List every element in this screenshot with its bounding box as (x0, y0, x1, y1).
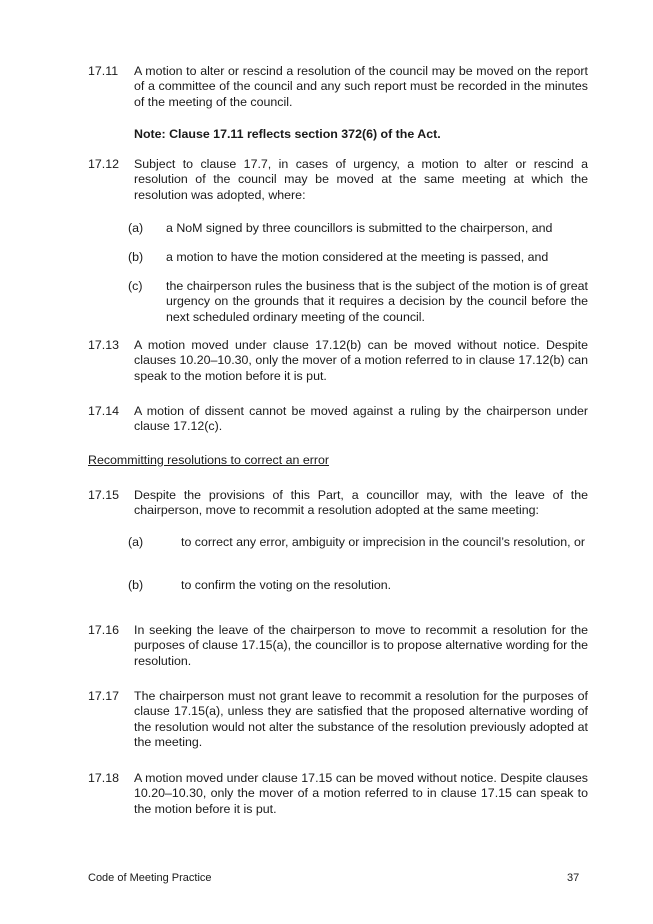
subitem-text: to confirm the voting on the resolution. (181, 578, 392, 592)
clause-17-14 (88, 404, 588, 435)
clause-text: In seeking the leave of the chairperson to move to recommit a resolution for the purposes of clause 17.15(a), the councillor is to propose alternative wording for the resolution. (134, 623, 588, 668)
clause-text: Subject to clause 17.7, in cases of urgency, a motion to alter or rescind a resolution of the council may be moved at the same meeting at which the resolution was adopted, where: (134, 157, 588, 202)
clause-number: 17.15 (88, 488, 120, 502)
clause-number: 17.17 (88, 689, 120, 703)
clause-number: 17.13 (88, 338, 120, 352)
clause-number: 17.11 (88, 64, 119, 78)
clause-17-15 (88, 488, 588, 519)
footer-title: Code of Meeting Practice (88, 872, 212, 884)
clause-text: A motion of dissent cannot be moved against a ruling by the chairperson under clause 17.12(c). (134, 404, 588, 434)
subitem-text: a motion to have the motion considered at the meeting is passed, and (166, 250, 549, 264)
subitem-17-15-b (128, 578, 588, 593)
subitem-label: (b) (128, 250, 144, 264)
clause-text: A motion moved under clause 17.15 can be moved without notice. Despite clauses 10.20–10.30, only the mover of a motion referred to in clause 17.15 can speak to the motion before it is put. (134, 771, 588, 816)
subitem-label: (c) (128, 279, 143, 293)
clause-text: Despite the provisions of this Part, a councillor may, with the leave of the chairperson, move to recommit a resolution adopted at the same meeting: (134, 488, 588, 518)
page-number: 37 (567, 872, 580, 884)
section-heading: Recommitting resolutions to correct an error (88, 453, 330, 467)
clause-number: 17.16 (88, 623, 120, 637)
clause-17-16 (88, 623, 588, 669)
subitem-text: to correct any error, ambiguity or imprecision in the council’s resolution, or (181, 535, 586, 549)
clause-text: A motion moved under clause 17.12(b) can be moved without notice. Despite clauses 10.20–10.30, only the mover of a motion referred to in clause 17.12(b) can speak to the motion before it is put. (134, 338, 588, 383)
clause-17-13 (88, 338, 588, 384)
clause-17-18 (88, 771, 588, 817)
subitem-17-12-b (128, 250, 588, 265)
clause-17-11 (88, 64, 588, 110)
subitem-17-12-c (128, 279, 588, 325)
clause-number: 17.18 (88, 771, 120, 785)
subitem-label: (a) (128, 221, 144, 235)
subitem-text: the chairperson rules the business that is the subject of the motion is of great urgency on the grounds that it requires a decision by the council before the next scheduled ordinary meeting of the council. (166, 279, 588, 324)
clause-17-12 (88, 157, 588, 203)
subitem-label: (a) (128, 535, 144, 549)
clause-number: 17.12 (88, 157, 120, 171)
subitem-label: (b) (128, 578, 144, 592)
subitem-17-15-a (128, 535, 588, 550)
clause-number: 17.14 (88, 404, 120, 418)
subitem-text: a NoM signed by three councillors is submitted to the chairperson, and (166, 221, 553, 235)
clause-17-17 (88, 689, 588, 751)
clause-text: A motion to alter or rescind a resolution of the council may be moved on the report of a committee of the council and any such report must be recorded in the minutes of the meeting of the council. (134, 64, 588, 109)
clause-note: Note: Clause 17.11 reflects section 372(6) of the Act. (134, 127, 441, 141)
subitem-17-12-a (128, 221, 588, 236)
clause-text: The chairperson must not grant leave to recommit a resolution for the purposes of clause 17.15(a), unless they are satisfied that the proposed alternative wording of the resolution would not alter the substance of the resolution previously adopted at the meeting. (134, 689, 588, 750)
